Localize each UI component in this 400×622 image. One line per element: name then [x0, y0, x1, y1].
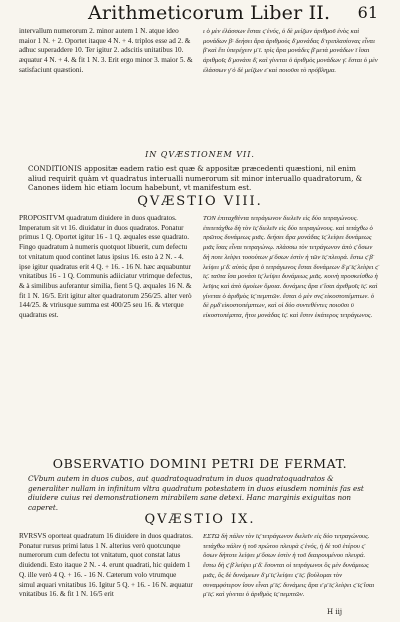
- quaestio-ix-latin: RVRSVS oporteat quadratum 16 diuidere in duos quadratos. Ponatur rursus primi latus 1 N. alterius verò quotcunque numerorum cum defectu tot vnitatum, quot constat latus diuidendi. Esto itaque 2 N. - 4. erunt quadrati, hic quidem 1 Q. ille verò 4 Q. + 16. - 16 N. Cæterum volo vtrumque simul æquari vnitatibus 16. Igitur 5 Q. + 16. - 16 N. æquatur vnitatibus 16. & fit 1 N. 16/5 erit: [19, 532, 193, 599]
- running-header-title: Arithmeticorum Liber II.: [88, 2, 331, 24]
- section-heading-quaestio-ix: QVÆSTIO IX.: [144, 512, 256, 527]
- quaestio-viii-greek: ΤΟΝ ἐπιταχθέντα τετράγωνον διελεῖν εἰς δύο τετραγώνους. ἐπιτετάχθω δὴ τὸν ῑς̄ διελεῖν εἰς δύο τετραγώνους. καὶ τετάχθω ὁ πρῶτος δυνάμεως μιᾶς. δεήσει ἄρα μονάδας ῑς̄ λείψει δυνάμεως μιᾶς ἴσας εἶναι τετραγώνῳ. πλάσσω τὸν τετράγωνον ἀπὸ ς̄ ὅσων δή ποτε λείψει τοσούτων μ̄ ὅσων ἐστὶν ἡ τῶν ῑς̄ πλευρά. ἔστω ς̄ β̄ λείψει μ̄ δ̄. αὐτὸς ἄρα ὁ τετράγωνος ἔσται δυνάμεων δ̄ μ̄ ῑς̄ λείψει ς̄ ῑς̄. ταῦτα ἴσα μονάσι ῑς̄ λείψει δυνάμεως μιᾶς. κοινὴ προσκείσθω ἡ λεῖψις καὶ ἀπὸ ὁμοίων ὅμοια. δυνάμεις ἄρα ε̄ ἴσαι ἀριθμοῖς ῑς̄. καὶ γίνεται ὁ ἀριθμὸς ῑς̄ πεμπτῶν. ἔσται ὁ μὲν σνς̄ εἰκοστοπέμπτων. ὁ δὲ ρμδ̄ εἰκοστοπέμπτων, καὶ οἱ δύο συντεθέντες ποιοῦσι ῡ εἰκοστοπέμπτα, ἤτοι μονάδας ῑς̄. καὶ ἔστιν ἑκάτερος τετράγωνος.: [203, 215, 378, 320]
- page-number: 61: [357, 3, 378, 22]
- quaestio-ix-greek: ΕΣΤΩ δὴ πάλιν τὸν ῑς̄ τετράγωνον διελεῖν εἰς δύο τετραγώνους. τετάχθω πάλιν ἡ τοῦ πρώτου πλευρὰ ς̄ ἑνός, ἡ δὲ τοῦ ἑτέρου ς̄ ὅσων δήποτε λείψει μ̄ ὅσων ἐστὶν ἡ τοῦ διαιρουμένου πλευρά. ἔστω δὴ ς̄ β̄ λείψει μ̄ δ̄. ἔσονται οἱ τετράγωνοι ὃς μὲν δυνάμεως μιᾶς, ὃς δὲ δυνάμεων δ̄ μ̄ ῑς̄ λείψει ς̄ ῑς̄. βούλομαι τὸν συναμφότερον ἴσον εἶναι μ̄ ῑς̄. δυνάμεις ἄρα ε̄ μ̄ ῑς̄ λείψει ς̄ ῑς̄ ἴσαι μ̄ ῑς̄. καὶ γίνεται ὁ ἀριθμὸς ῑς̄ πεμπτῶν.: [203, 533, 375, 599]
- section-heading-quaestio-viii: QVÆSTIO VIII.: [137, 194, 263, 209]
- commentary-quaestio-vii: CONDITIONIS appositæ eadem ratio est quæ & appositæ præcedenti quæstioni, nil enim aliud requirit quàm vt quadratus interualli numerorum sit minor interuallo quadratorum, & Canones iidem hic etiam locum habebunt, vt manifestum est.: [28, 164, 363, 193]
- signature-mark: H iij: [327, 608, 342, 616]
- prev-question-latin-end: intervallum numerorum 2. minor autem 1 N. atque ideo maior 1 N. + 2. Oportet itaque 4 N. + 4. triplos esse ad 2. & adhuc superaddere 10. Ter igitur 2. adscitis unitatibus 10. æquatur 4 N. + 4. & fit 1 N. 3. Erit ergo minor 3. maior 5. & satisfaciunt quæstioni.: [19, 27, 193, 74]
- prev-question-greek-end: ι ὁ μὲν ἐλάσσων ἔσται ς̄ ἑνός, ὁ δὲ μείζων ἀριθμοῦ ἑνὸς καὶ μονάδων β̄· δεήσει ἄρα ἀριθμοὺς δ̄ μονάδας δ̄ τριπλασίονας εἶναι β̄ καὶ ἔτι ὑπερέχειν μ̄ ῑ. τρὶς ἄρα μονάδες β̄ μετὰ μονάδων ῑ ἴσαι ἀριθμοῖς δ̄ μονάσι δ̄, καὶ γίνεται ὁ ἀριθμὸς μονάδων γ̄. ἔσται ὁ μὲν ἐλάσσων γ̄ ὁ δὲ μείζων ε̄ καὶ ποιοῦσι τὸ πρόβλημα.: [203, 28, 378, 74]
- fermat-margin-note: CVbum autem in duos cubos, aut quadratoquadratum in duos quadratoquadratos & generaliter nullam in infinitum vltra quadratum potestatem in duos eiusdem nominis fas est diuidere cuius rei demonstrationem mirabilem sane detexi. Hanc marginis exiguitas non caperet.: [28, 474, 364, 513]
- quaestio-viii-latin: PROPOSITVM quadratum diuidere in duos quadratos. Imperatum sit vt 16. diuidatur in duos quadratos. Ponatur primus 1 Q. Oportet igitur 16 - 1 Q. æquales esse quadrato. Fingo quadratum à numeris quotquot libuerit, cum defectu tot vnitatum quod continet latus ipsius 16. esto à 2 N. - 4. ipse igitur quadratus erit 4 Q. + 16. - 16 N. hæc æquabuntur vnitatibus 16 - 1 Q. Communis adiiciatur vtrimque defectus, & à similibus auferantur similia, fient 5 Q. æquales 16 N. & fit 1 N. 16/5. Erit igitur alter quadratorum 256/25. alter verò 144/25. & vtriusque summa est 400/25 seu 16. & vterque quadratus est.: [19, 214, 193, 320]
- section-heading-in-quaestionem-vii: IN QVÆSTIONEM VII.: [145, 150, 255, 159]
- fermat-observation-heading: OBSERVATIO DOMINI PETRI DE FERMAT.: [52, 456, 348, 471]
